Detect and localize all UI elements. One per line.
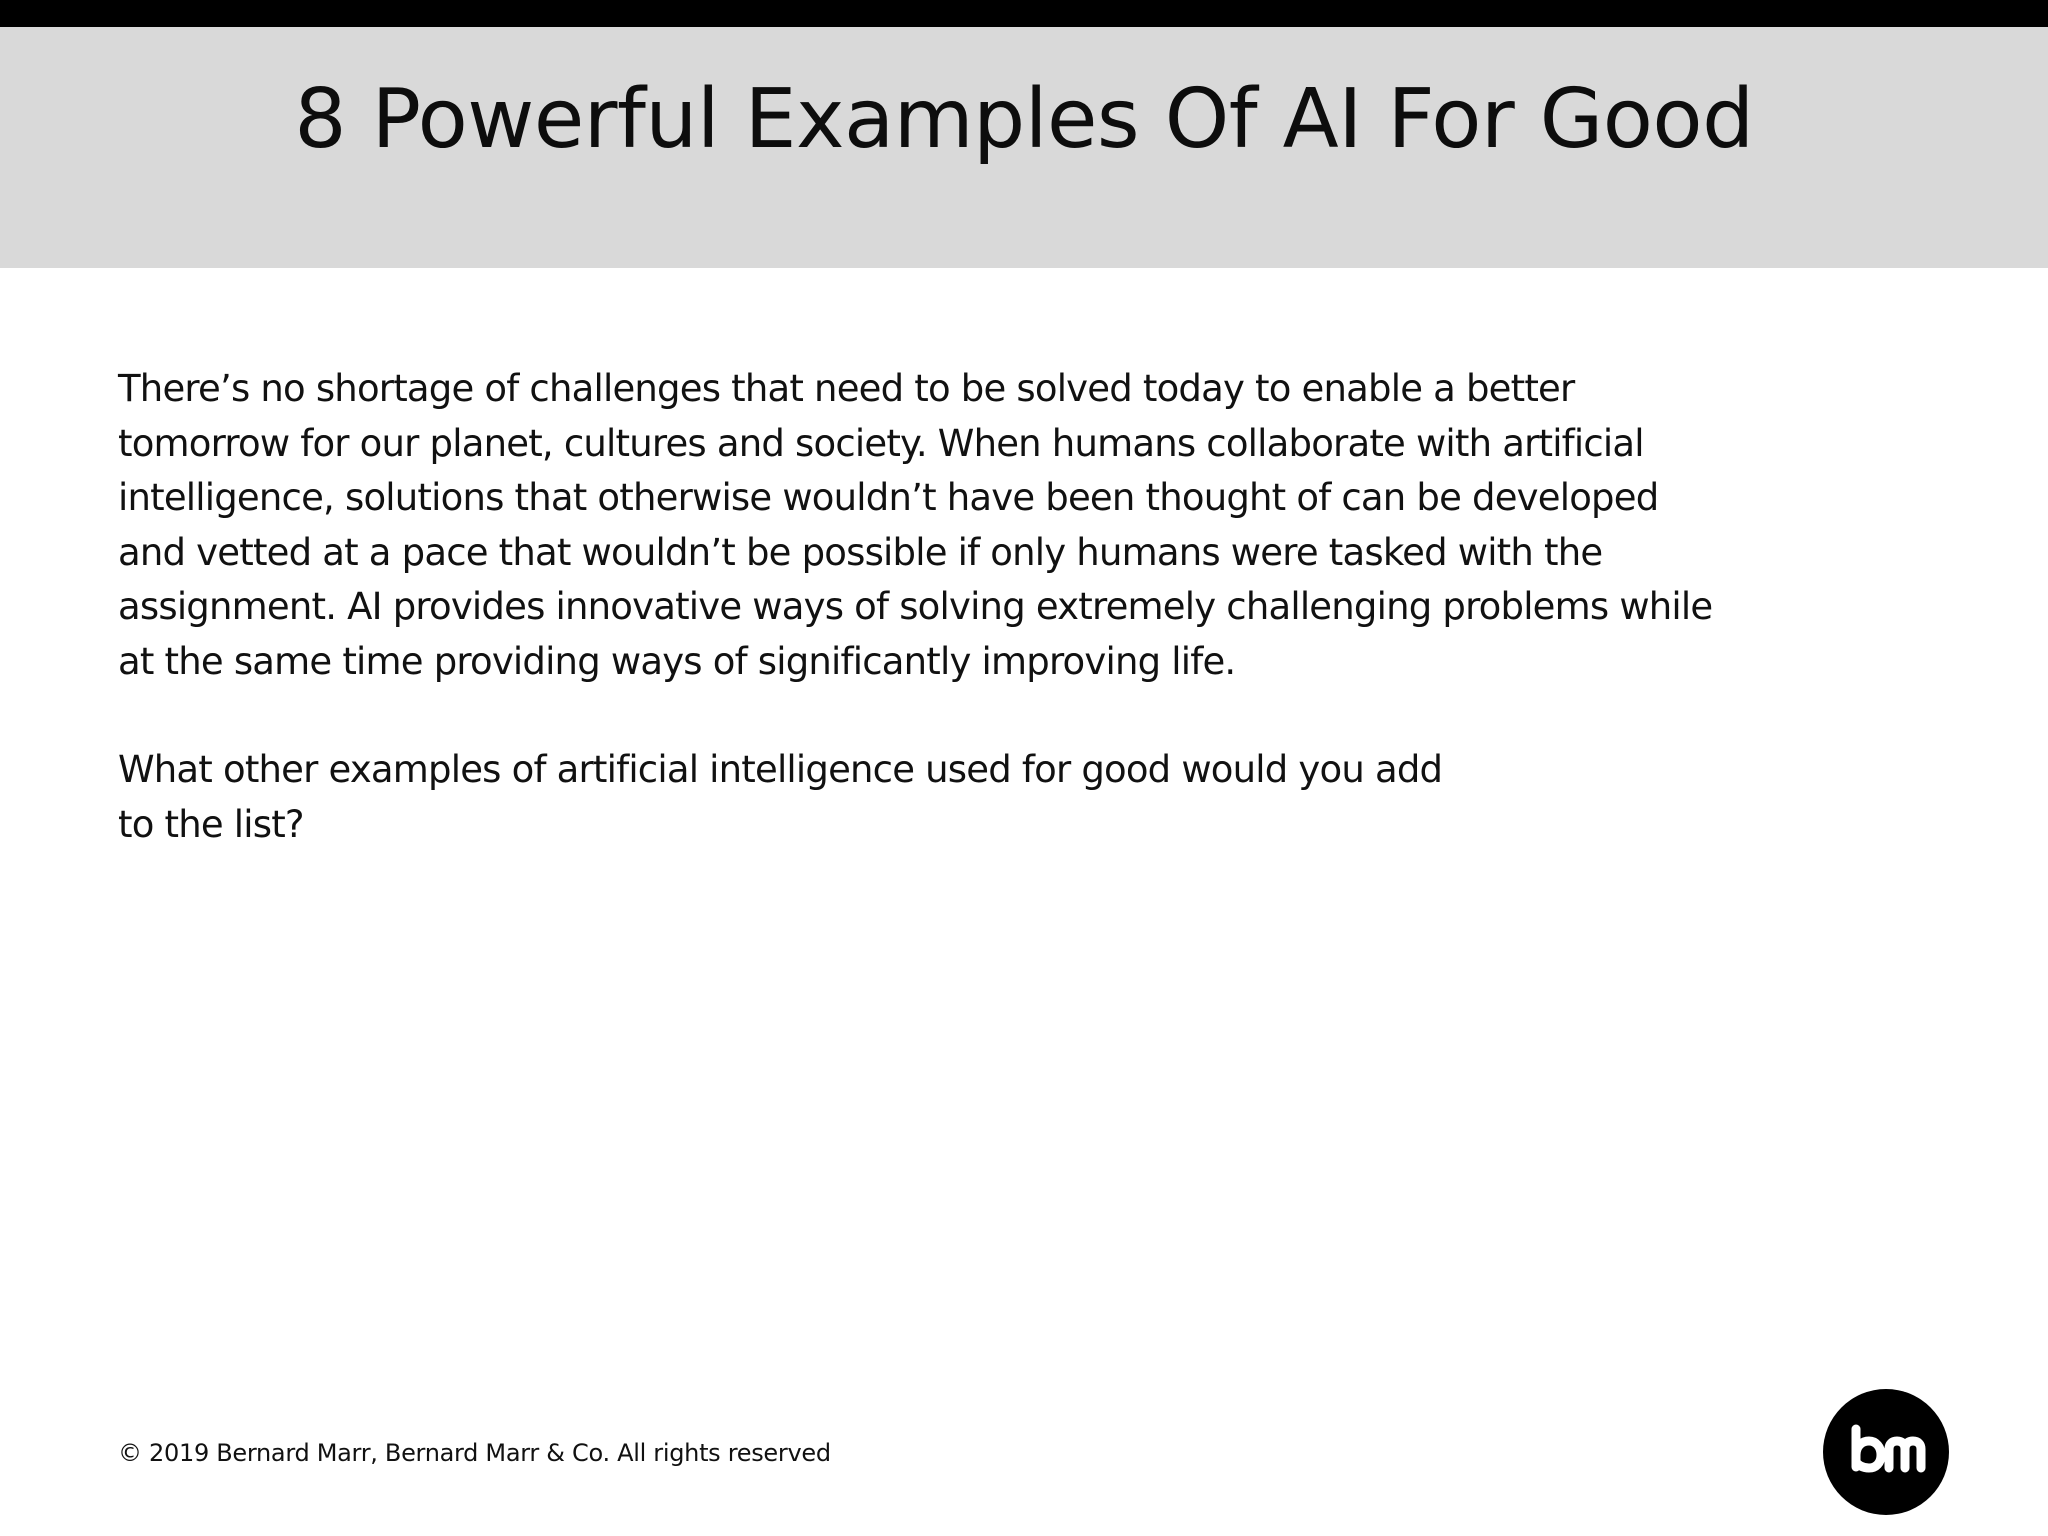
slide-title: 8 Powerful Examples Of AI For Good [294, 72, 1754, 167]
intro-paragraph [118, 362, 1978, 689]
question-line: What other examples of artificial intelligence used for good would you add [118, 748, 1443, 791]
intro-line: assignment. AI provides innovative ways of solving extremely challenging problems while [118, 585, 1713, 628]
paragraph-gap [118, 689, 1978, 743]
bm-logo [1823, 1389, 1949, 1515]
intro-line: and vetted at a pace that wouldn’t be possible if only humans were tasked with the [118, 530, 1603, 574]
intro-line: There’s no shortage of challenges that need to be solved today to enable a better [118, 367, 1575, 410]
intro-line: at the same time providing ways of significantly improving life. [118, 639, 1236, 683]
body-text [118, 362, 1978, 852]
top-rule [0, 0, 2048, 27]
footer-copyright: © 2019 Bernard Marr, Bernard Marr & Co. All rights reserved [118, 1439, 831, 1467]
intro-line: tomorrow for our planet, cultures and society. When humans collaborate with artificial [118, 421, 1644, 465]
question-line: to the list? [118, 802, 304, 846]
question-paragraph [118, 743, 1978, 852]
intro-line: intelligence, solutions that otherwise wouldn’t have been thought of can be developed [118, 476, 1659, 519]
